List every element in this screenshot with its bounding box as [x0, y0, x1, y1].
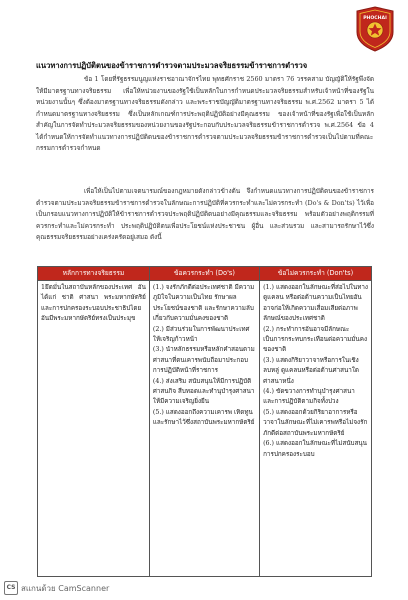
header-donts: ข้อไม่ควรกระทำ (Don'ts): [260, 267, 372, 281]
dos-item: (1.) จงรักภักดีต่อประเทศชาติ มีความภูมิใจในความเป็นไทย รักษาผลประโยชน์ของชาติ และรักษาความลับเกี่ยวกับความมั่นคงของชาติ: [152, 284, 255, 323]
donts-item: (2.) กระทำการอันอาจมีลักษณะเป็นการกระทบกระเทือนต่อความมั่นคงของชาติ: [263, 325, 368, 354]
dos-item: (2.) มีส่วนร่วมในการพัฒนาประเทศให้เจริญก้าวหน้า: [152, 325, 250, 344]
dos-item: (5.) แสดงออกถึงความเคารพ เทิดทูน และรักษาไว้ซึ่งสถาบันพระมหากษัตริย์: [152, 408, 255, 427]
camscanner-icon: CS: [4, 581, 18, 595]
dos-item: (3.) นำหลักธรรมหรือหลักคำสอนตามศาสนาที่ตนเคารพนับถือมาประกอบการปฏิบัติหน้าที่ราชการ: [152, 346, 255, 375]
scanner-watermark: [4, 581, 109, 595]
paragraph-intro: ข้อ 1 โดยที่รัฐธรรมนูญแห่งราชอาณาจักรไทย พุทธศักราช 2560 มาตรา 76 วรรคสาม บัญญัติให้รัฐพึงจัดให้มีมาตรฐานทางจริยธรรม เพื่อให้หน่วยงานของรัฐใช้เป็นหลักในการกำหนดประมวลจริยธรรมสำหรับเจ้าหน้าที่ของรัฐในหน่วยงานนั้นๆ ซึ่งต้องมาตรฐานทางจริยธรรมดังกล่าว และพระราชบัญญัติมาตรฐานทางจริยธรรม พ.ศ.2562 มาตรา 5 ได้กำหนดมาตรฐานทางจริยธรรม ซึ่งเป็นหลักเกณฑ์การประพฤติปฏิบัติอย่างมีคุณธรรม ของเจ้าหน้าที่ของรัฐเพื่อใช้เป็นหลักสำคัญในการจัดทำประมวลจริยธรรมของหน่วยงานของรัฐประกอบกับประมวลจริยธรรมข้าราชการตำรวจ พ.ศ.2564 ข้อ 4 ได้กำหนดให้การจัดทำแนวทางการปฏิบัติตนของข้าราชการตำรวจตามประมวลจริยธรรมข้าราชการตำรวจเป็นไปตามที่คณะกรรมการตำรวจกำหนด: [36, 75, 374, 152]
police-logo: [355, 6, 395, 52]
table-header-row: [38, 267, 372, 281]
conduct-table: [37, 266, 372, 577]
donts-item: (6.) แสดงออกในลักษณะที่ไม่สนับสนุนการปกครองระบอบ: [263, 440, 367, 458]
donts-item: (5.) แสดงออกด้วยกิริยาอาการหรือวาจาในลักษณะที่ไม่เคารพหรือไม่จงรักภักดีต่อสถาบันพระมหากษัตริย์: [263, 408, 368, 437]
donts-item: (4.) ขัดขวางการทำนุบำรุงศาสนา และการปฏิบัติตามกิจทั้งปวง: [263, 388, 355, 406]
scanner-watermark-text: สแกนด้วย CamScanner: [21, 583, 110, 593]
cell-principle: 1ยึดมั่นในสถาบันหลักของประเทศ อันได้แก่ ชาติ ศาสนา พระมหากษัตริย์ และการปกครองระบอบประชาธิปไตยอันมีพระมหากษัตริย์ทรงเป็นประมุข: [38, 281, 150, 577]
page-heading: แนวทางการปฏิบัติตนของข้าราชการตำรวจตามประมวลจริยธรรมข้าราชการตำรวจ: [36, 61, 308, 70]
dos-item: (4.) ส่งเสริม สนับสนุนให้มีการปฏิบัติศาสนกิจ สืบทอดและทำนุบำรุงศาสนาให้มีความเจริญยิ่งยืน: [152, 377, 255, 406]
donts-item: (1.) แสดงออกในลักษณะที่ส่อไปในทางดูแคลน หรือต่อต้านความเป็นไทยอันอาจก่อให้เกิดความเสื่อมเสียต่อภาพลักษณ์ของประเทศชาติ: [263, 284, 368, 323]
header-dos: ข้อควรกระทำ (Do's): [149, 267, 259, 281]
cell-dos: [149, 281, 259, 577]
header-principle: หลักการทางจริยธรรม: [38, 267, 150, 281]
cell-donts: [260, 281, 372, 577]
logo-text: PHOCHAI: [363, 16, 387, 21]
donts-item: (3.) แสดงกิริยาวาจาหรือการในเชิงลบหลู่ ดูแคลนหรือต่อต้านศาสนาใดศาสนาหนึ่ง: [263, 356, 359, 385]
paragraph-purpose: เพื่อให้เป็นไปตามเจตนารมณ์ของกฎหมายดังกล่าวข้างต้น จึงกำหนดแนวทางการปฏิบัติตนของข้าราชการตำรวจตามประมวลจริยธรรมข้าราชการตำรวจในลักษณะการปฏิบัติที่ควรกระทำและไม่ควรกระทำ (Do's & Don'ts) ไว้เพื่อเป็นกรอบแนวทางการปฏิบัติให้ข้าราชการตำรวจประพฤติปฏิบัติตนอย่างมีคุณธรรมและจริยธรรม พร้อมตัวอย่างพฤติกรรมที่ควรกระทำและไม่ควรกระทำ ประพฤติปฏิบัติตนเพื่อประโยชน์แห่งประชาชน ผู้อื่น และส่วนรวม และสามารถรักษาไว้ซึ่งคุณธรรมจริยธรรมอย่างเคร่งครัดอยู่เสมอ ดังนี้: [36, 187, 374, 241]
table-row: [38, 281, 372, 577]
